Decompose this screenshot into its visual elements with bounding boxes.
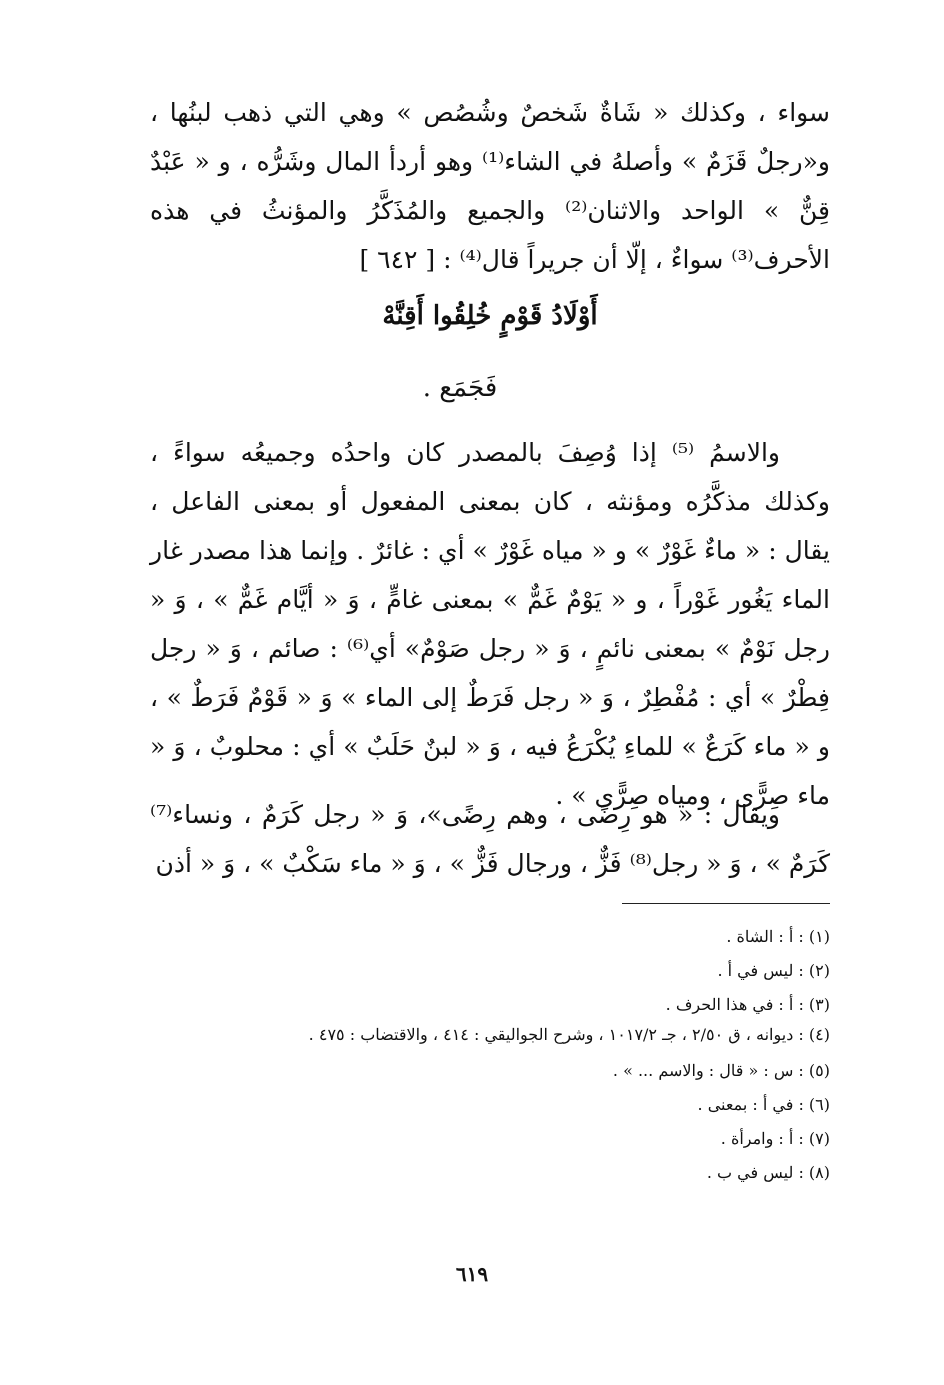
footnote-3: (٣) : أ : في هذا الحرف .	[665, 995, 830, 1014]
footnote-separator	[622, 903, 830, 904]
footnote-4: (٤) : ديوانه ، ق ٢/٥٠ ، جـ ١٠١٧/٢ ، وشرح الجواليقي : ٤١٤ ، والاقتضاب : ٤٧٥ .	[308, 1025, 830, 1044]
poetry-verse: أَوْلَادُ قَوْمٍ خُلِقُوا أَقِنَّهْ	[382, 301, 598, 331]
paragraph-1: سواء ، وكذلك « شَاةٌ شَخصٌ وشُصُص » وهي التي ذهب لبنُها ، و«رجلٌ قَزَمٌ » وأصلهُ في الشاء⁽¹⁾ وهو أردأ المال وشَرُّه ، و « عَبْدٌ قِنٌّ » الواحد والاثنان⁽²⁾ والجميع والمُذَكَّرُ والمؤنثُ في هذه الأحرف⁽³⁾ سواءٌ ، إلّا أن جريراً قال⁽⁴⁾ : [ ٦٤٢ ]	[150, 98, 831, 274]
footnote-6: (٦) : في أ : بمعنى .	[697, 1095, 830, 1114]
footnote-1: (١) : أ : الشاة .	[726, 927, 830, 946]
footnote-5: (٥) : س : « قال : والاسم ... » .	[612, 1061, 830, 1080]
footnote-8: (٨) : ليس في ب .	[706, 1163, 830, 1182]
footnotes	[150, 920, 830, 1190]
verse-comment: فَجَمَع .	[422, 373, 498, 403]
footnote-2: (٢) : ليس في أ .	[717, 961, 830, 980]
page-number: ٦١٩	[455, 1262, 489, 1286]
paragraph-3: ويقال : « هو رِضًى ، وهم رِضًى»، وَ « رجل كَرَمٌ ، ونساء⁽⁷⁾ كَرَمٌ » ، وَ « رجل⁽⁸⁾ فَزٌّ ، ورجال فَزٌّ » ، وَ « ماء سَكْبٌ » ، وَ « أذن	[150, 800, 830, 878]
paragraph-2: والاسمُ ⁽⁵⁾ إذا وُصِفَ بالمصدر كان واحدُه وجميعُه سواءً ، وكذلك مذكَّرُه ومؤنثه ، كان بمعنى المفعول أو بمعنى الفاعل ، يقال : « ماءٌ غَوْرٌ » و « مياه غَوْرٌ » أي : غائرٌ . وإنما هذا مصدر غار الماء يَغُور غَوْراً ، و « يَوْمٌ غَمٌّ » بمعنى غامٍّ ، وَ « أيَّام غَمٌّ » ، وَ « رجل نَوْمٌ » بمعنى نائمٍ ، وَ « رجل صَوْمٌ» أي⁽⁶⁾ : صائم ، وَ « رجل فِطْرٌ » أي : مُفْطِرٌ ، وَ « رجل فَرَطٌ إلى الماء » وَ « قَوْمٌ فَرَطٌ » ، و « ماء كَرَعٌ » للماءِ يُكْرَعُ فيه ، وَ « لبنٌ حَلَبٌ » أي : محلوبٌ ، وَ « ماء صِرًّى ، ومياه صِرًّى » .	[150, 438, 830, 810]
footnote-7: (٧) : أ : وامرأة .	[720, 1129, 830, 1148]
